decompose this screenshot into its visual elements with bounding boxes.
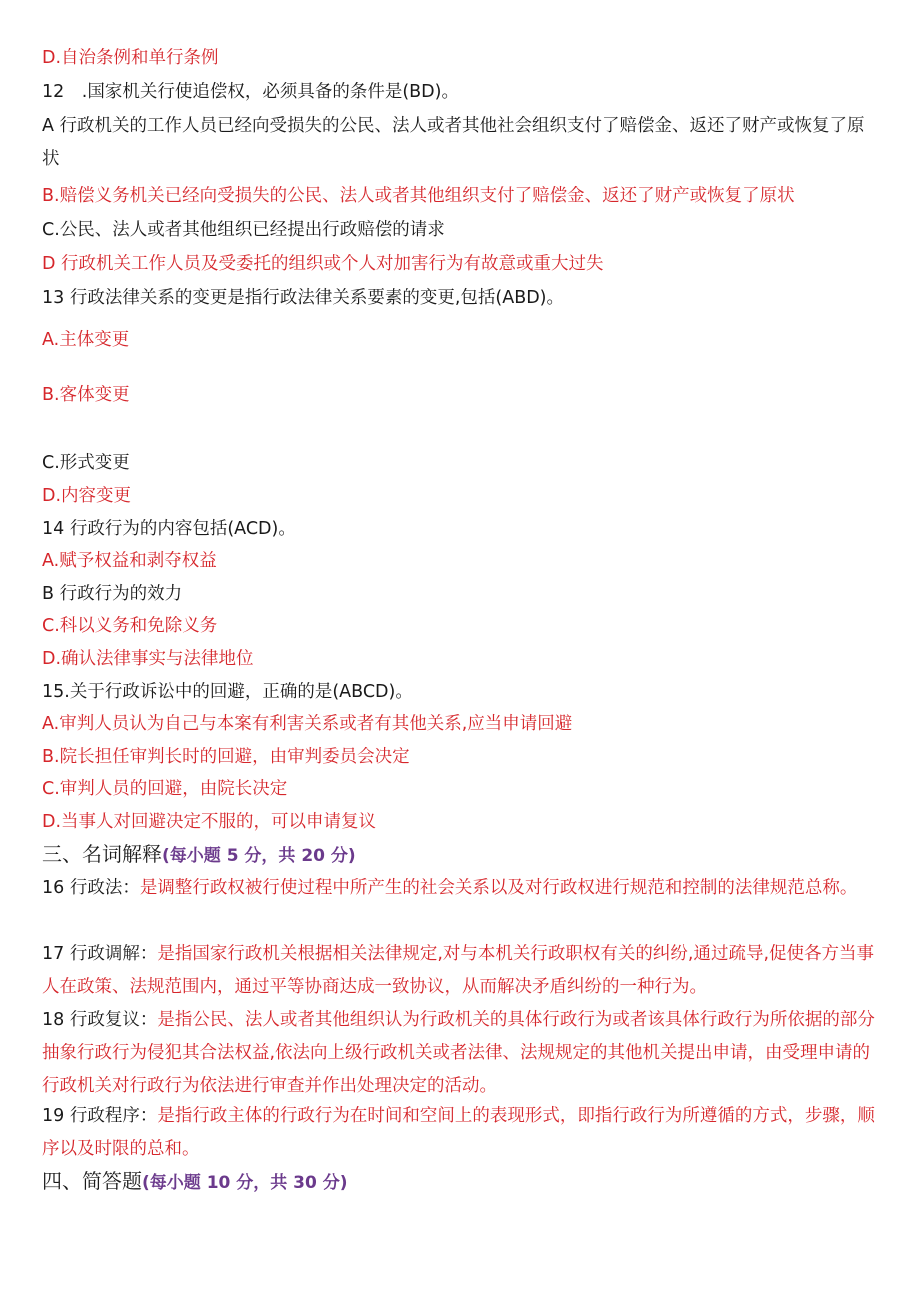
question-13: 13 行政法律关系的变更是指行政法律关系要素的变更,包括(ABD)。 [42,288,564,308]
term-16 [42,872,880,905]
option-13-c: C.形式变更 [42,453,130,473]
term-18 [42,1004,880,1103]
option-14-b: B 行政行为的效力 [42,584,183,604]
option-15-d: D.当事人对回避决定不服的，可以申请复议 [42,812,377,832]
section-4-heading [42,1165,880,1200]
option-12-a: A 行政机关的工作人员已经向受损失的公民、法人或者其他社会组织支付了赔偿金、返还了财产或恢复了原状 [42,116,865,169]
term-19 [42,1100,880,1166]
term-18-definition: 是指公民、法人或者其他组织认为行政机关的具体行政行为或者该具体行政行为所依据的部分抽象行政行为侵犯其合法权益,依法向上级行政机关或者法律、法规规定的其他机关提出申请，由受理申请的行政机关对行政行为依法进行审查并作出处理决定的活动。 [42,1010,875,1096]
term-16-definition: 是调整行政权被行使过程中所产生的社会关系以及对行政权进行规范和控制的法律规范总称。 [139,878,858,898]
section-4-note: (每小题 10 分，共 30 分) [142,1173,348,1193]
option-12-b: B.赔偿义务机关已经向受损失的公民、法人或者其他组织支付了赔偿金、返还了财产或恢复了原状 [42,186,795,206]
term-19-label: 19 行政程序： [42,1106,158,1126]
option-15-a: A.审判人员认为自己与本案有利害关系或者有其他关系,应当申请回避 [42,714,573,734]
option-14-a: A.赋予权益和剥夺权益 [42,551,217,571]
term-19-definition: 是指行政主体的行政行为在时间和空间上的表现形式，即指行政行为所遵循的方式，步骤，顺序以及时限的总和。 [42,1106,875,1159]
option-14-d: D.确认法律事实与法律地位 [42,649,254,669]
section-3-title: 三、名词解释 [42,842,162,866]
section-3-heading [42,838,880,873]
option-13-b: B.客体变更 [42,385,130,405]
question-12: 12 .国家机关行使追偿权，必须具备的条件是(BD)。 [42,82,459,102]
option-12-c: C.公民、法人或者其他组织已经提出行政赔偿的请求 [42,220,445,240]
term-17-definition: 是指国家行政机关根据相关法律规定,对与本机关行政职权有关的纠纷,通过疏导,促使各方当事人在政策、法规范围内，通过平等协商达成一致协议，从而解决矛盾纠纷的一种行为。 [42,944,875,997]
option-11-d: D.自治条例和单行条例 [42,48,219,68]
term-17 [42,938,880,1004]
section-4-title: 四、简答题 [42,1169,142,1193]
option-15-c: C.审判人员的回避，由院长决定 [42,779,288,799]
question-15: 15.关于行政诉讼中的回避，正确的是(ABCD)。 [42,682,413,702]
option-13-d: D.内容变更 [42,486,132,506]
term-16-label: 16 行政法： [42,878,140,898]
question-14: 14 行政行为的内容包括(ACD)。 [42,519,296,539]
section-3-note: (每小题 5 分，共 20 分) [162,846,356,866]
option-14-c: C.科以义务和免除义务 [42,616,218,636]
option-13-a: A.主体变更 [42,330,130,350]
option-15-b: B.院长担任审判长时的回避，由审判委员会决定 [42,747,410,767]
option-12-d: D 行政机关工作人员及受委托的组织或个人对加害行为有故意或重大过失 [42,254,604,274]
term-18-label: 18 行政复议： [42,1010,158,1030]
term-17-label: 17 行政调解： [42,944,158,964]
